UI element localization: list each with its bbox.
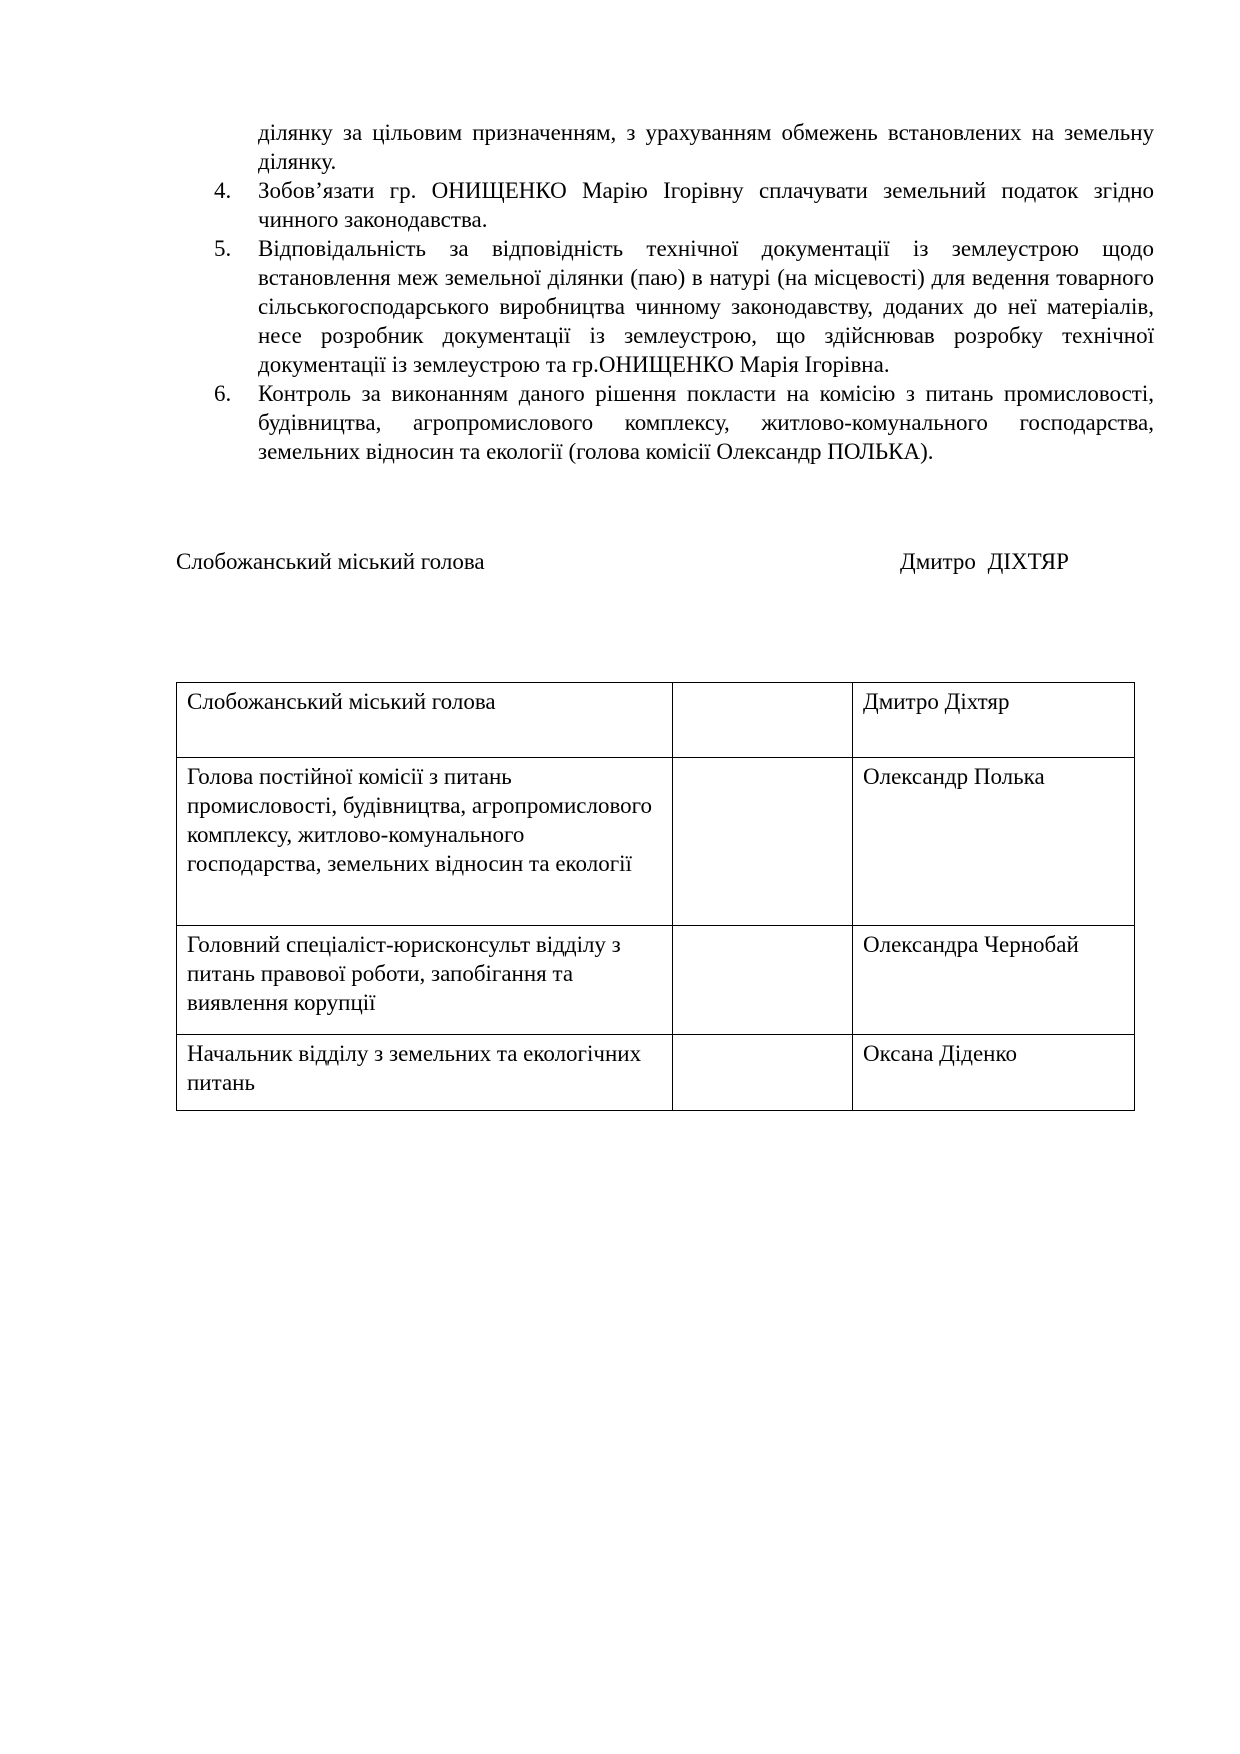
list-item-text: Відповідальність за відповідність технічної документації із землеустрою щодо встановлення меж земельної ділянки (паю) в натурі (на місцевості) для ведення товарного сільськогосподарського виробництва чинному законодавству, доданих до неї матеріалів, несе розробник документації із землеустрою, що здійснював розробку технічної документації із землеустрою та гр.ОНИЩЕНКО Марія Ігорівна.: [258, 236, 1154, 377]
signature-title: Слобожанський міський голова: [176, 549, 485, 574]
list-item-number: 6.: [214, 381, 232, 406]
approval-name: Олександра Чернобай: [853, 926, 1135, 1035]
approval-position: Слобожанський міський голова: [177, 683, 673, 758]
approval-name: Оксана Діденко: [853, 1035, 1135, 1111]
approval-name: Дмитро Діхтяр: [853, 683, 1135, 758]
table-row: [177, 758, 1135, 926]
table-row: [177, 1035, 1135, 1111]
list-item-text: Контроль за виконанням даного рішення покласти на комісію з питань промисловості, будівництва, агропромислового комплексу, житлово-комунального господарства, земельних відносин та екології (голова комісії Олександр ПОЛЬКА).: [258, 381, 1154, 464]
list-item: [214, 379, 1154, 466]
approval-position: Головний спеціаліст-юрисконсульт відділу з питань правової роботи, запобігання та виявлення корупції: [177, 926, 673, 1035]
approval-signature-cell: [673, 683, 853, 758]
list-item-text: Зобов’язати гр. ОНИЩЕНКО Марію Ігорівну сплачувати земельний податок згідно чинного законодавства.: [258, 178, 1154, 232]
approval-name: Олександр Полька: [853, 758, 1135, 926]
signature-block: [176, 549, 1096, 579]
signature-name: Дмитро ДІХТЯР: [900, 549, 1069, 574]
list-item: [214, 234, 1154, 379]
list-item-number: 5.: [214, 236, 232, 261]
continuation-paragraph: ділянку за цільовим призначенням, з урахуванням обмежень встановлених на земельну ділянку.: [258, 120, 1154, 174]
table-row: [177, 926, 1135, 1035]
approval-signature-cell: [673, 758, 853, 926]
table-row: [177, 683, 1135, 758]
approvals-table: [176, 682, 1135, 1111]
approval-signature-cell: [673, 1035, 853, 1111]
approval-position: Начальник відділу з земельних та екологічних питань: [177, 1035, 673, 1111]
decision-items-list: [214, 118, 1154, 466]
list-item: [214, 176, 1154, 234]
approval-signature-cell: [673, 926, 853, 1035]
approval-position: Голова постійної комісії з питань промисловості, будівництва, агропромислового комплексу, житлово-комунального господарства, земельних відносин та екології: [177, 758, 673, 926]
list-item-number: 4.: [214, 178, 232, 203]
